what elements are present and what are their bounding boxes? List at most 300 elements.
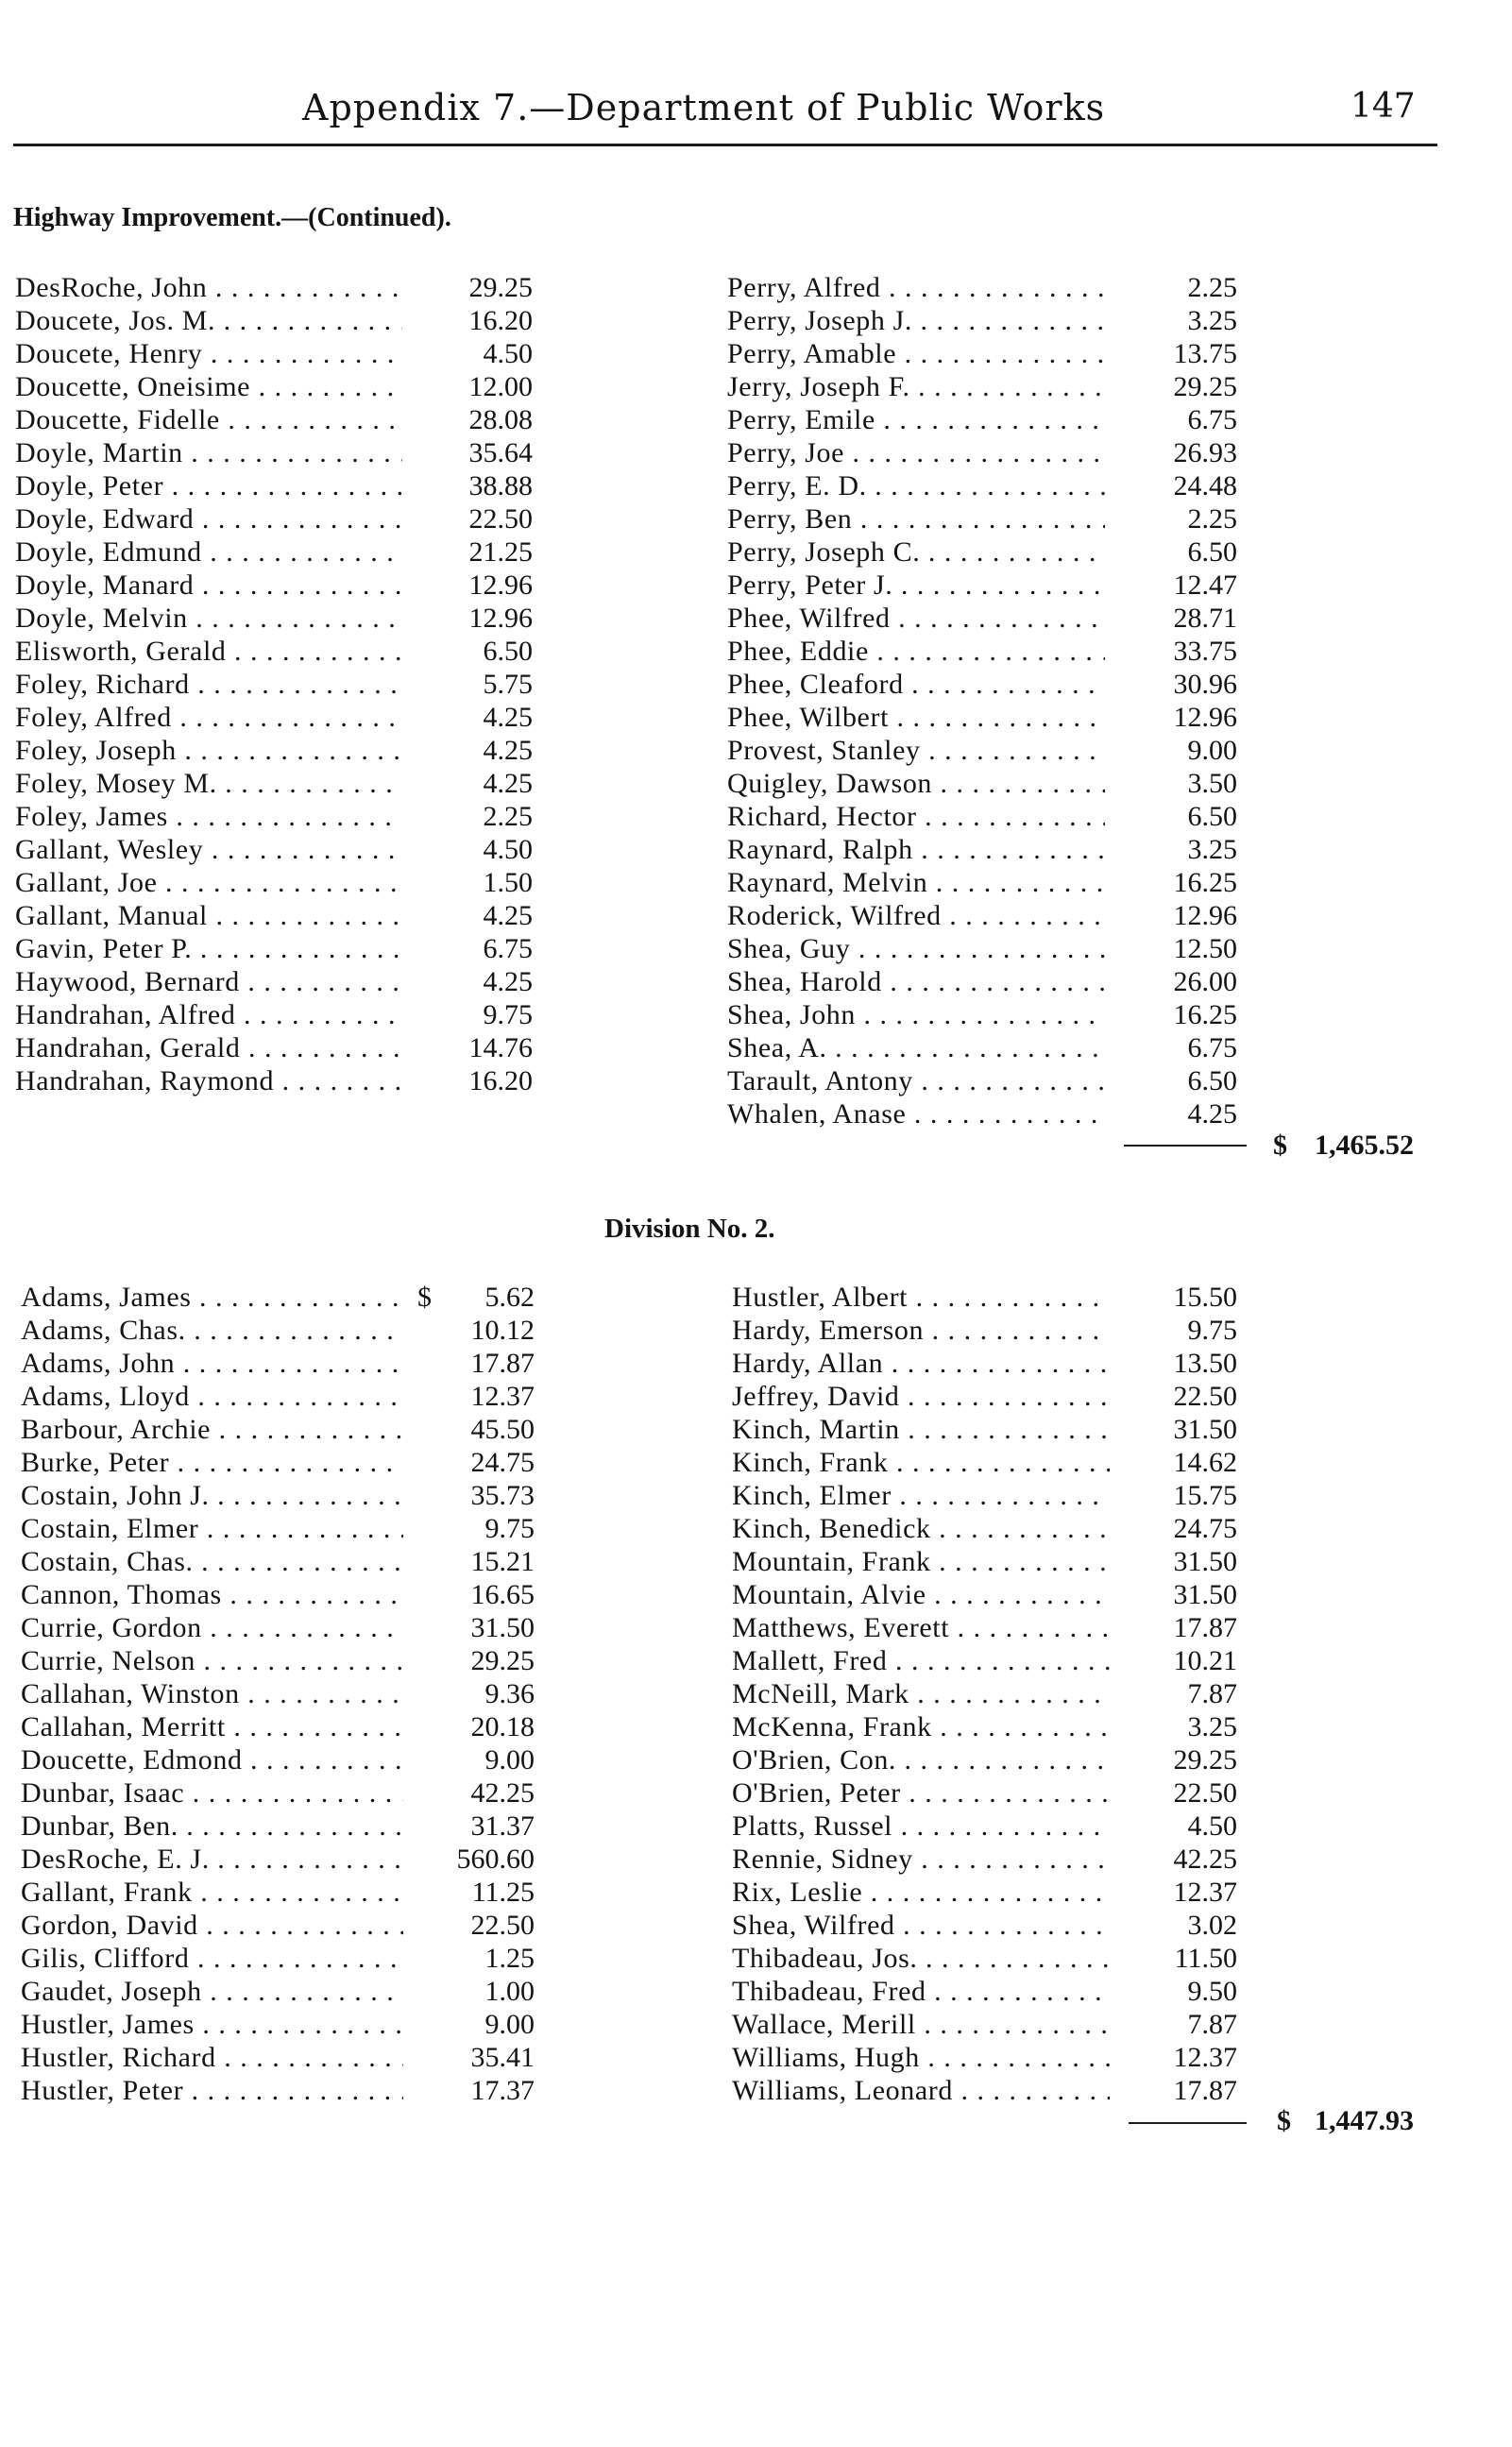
payment-amount: 33.75 (1173, 636, 1237, 667)
payment-amount: 4.50 (483, 834, 533, 865)
payment-amount: 2.25 (1187, 503, 1237, 535)
payee-name: Gallant, Joe . . . (15, 866, 402, 899)
payment-amount: 24.75 (470, 1447, 535, 1478)
payee-name: McKenna, Frank . . . (732, 1710, 1110, 1743)
payment-amount: 29.25 (1173, 371, 1237, 402)
payment-amount: 45.50 (470, 1414, 535, 1445)
payment-amount: 1.25 (484, 1943, 535, 1974)
division1-right-column (727, 271, 1256, 1130)
payment-amount: 6.75 (1187, 1032, 1237, 1063)
payee-name: Costain, Elmer . . . (21, 1512, 403, 1545)
list-item (727, 569, 1256, 602)
payee-name: Doyle, Manard . . . (15, 569, 402, 602)
payment-amount: 2.25 (1187, 272, 1237, 303)
payee-name: Phee, Wilfred . . . (727, 602, 1105, 635)
payee-name: Perry, Emile . . . (727, 403, 1105, 436)
payment-amount: 14.76 (468, 1032, 533, 1063)
payee-name: Gaudet, Joseph . . . (21, 1975, 403, 2008)
payment-amount: 15.50 (1173, 1282, 1237, 1313)
list-item (15, 403, 544, 436)
list-item (727, 932, 1256, 965)
payee-name: Adams, John . . . (21, 1347, 403, 1380)
list-item (732, 1975, 1261, 2008)
payee-name: Costain, Chas. . . . (21, 1545, 403, 1578)
payee-name: Shea, John . . . (727, 998, 1105, 1031)
payment-amount: 12.96 (1173, 900, 1237, 931)
payee-name: Hustler, Peter . . . (21, 2074, 403, 2107)
list-item (15, 370, 544, 403)
payee-name: Callahan, Merritt . . . (21, 1710, 403, 1743)
payment-amount: 15.21 (470, 1546, 535, 1577)
list-item (732, 1446, 1261, 1479)
payment-amount: 6.75 (1187, 404, 1237, 435)
list-item (21, 1776, 550, 1810)
division1-total-dollar: $ (1273, 1130, 1287, 1161)
payee-name: Foley, James . . . (15, 800, 402, 833)
payee-name: Gallant, Wesley . . . (15, 833, 402, 866)
list-item (732, 1512, 1261, 1545)
list-item (21, 1975, 550, 2008)
payment-amount: 16.65 (470, 1579, 535, 1610)
payee-name: Shea, A. . . . (727, 1031, 1105, 1064)
payment-amount: 42.25 (470, 1777, 535, 1809)
payee-name: Perry, Joseph J. . . . (727, 304, 1105, 337)
list-item (732, 1810, 1261, 1843)
payment-amount: 2.25 (483, 801, 533, 832)
payee-name: Thibadeau, Fred . . . (732, 1975, 1110, 2008)
list-item (15, 271, 544, 304)
payee-name: Phee, Cleaford . . . (727, 668, 1105, 701)
list-item (732, 1347, 1261, 1380)
payee-name: Doyle, Melvin . . . (15, 602, 402, 635)
list-item (15, 800, 544, 833)
payee-name: Hustler, Richard . . . (21, 2041, 403, 2074)
payment-amount: 12.00 (468, 371, 533, 402)
page-header-title: Appendix 7.—Department of Public Works (302, 87, 1106, 128)
payment-amount: 24.75 (1173, 1513, 1237, 1544)
payment-amount: 15.75 (1173, 1480, 1237, 1511)
list-item (15, 833, 544, 866)
list-item (21, 1644, 550, 1677)
payment-amount: 12.37 (1173, 1877, 1237, 1908)
list-item (727, 469, 1256, 502)
payment-amount: 9.00 (484, 2009, 535, 2040)
list-item (21, 1677, 550, 1710)
payment-amount: 6.75 (483, 933, 533, 964)
payment-amount: 13.75 (1173, 338, 1237, 369)
payee-name: Tarault, Antony . . . (727, 1064, 1105, 1097)
division2-right-column (732, 1281, 1261, 2107)
payment-amount: 1.50 (483, 867, 533, 898)
payment-amount: 560.60 (456, 1844, 535, 1875)
payee-name: Hardy, Emerson . . . (732, 1314, 1110, 1347)
payment-amount: 9.36 (484, 1678, 535, 1709)
list-item (727, 998, 1256, 1031)
list-item (15, 304, 544, 337)
list-item (21, 2008, 550, 2041)
payment-amount: 3.50 (1187, 768, 1237, 799)
payment-amount: 12.96 (468, 603, 533, 634)
payee-name: Foley, Richard . . . (15, 668, 402, 701)
payee-name: Rennie, Sidney . . . (732, 1843, 1110, 1876)
payee-name: Handrahan, Gerald . . . (15, 1031, 402, 1064)
payee-name: Dunbar, Ben. . . . (21, 1810, 403, 1843)
list-item (732, 1611, 1261, 1644)
payment-amount: 17.87 (1173, 1612, 1237, 1643)
payment-amount: 22.50 (470, 1910, 535, 1941)
payee-name: Jerry, Joseph F. . . . (727, 370, 1105, 403)
payment-amount: 3.25 (1187, 1711, 1237, 1742)
division2-total: 1,447.93 (1315, 2105, 1414, 2136)
list-item (21, 1347, 550, 1380)
payee-name: Roderick, Wilfred . . . (727, 899, 1105, 932)
payment-amount: 12.96 (1173, 702, 1237, 733)
payment-amount: 35.64 (468, 437, 533, 468)
payment-amount: 6.50 (1187, 1065, 1237, 1096)
payment-amount: 4.25 (1187, 1098, 1237, 1130)
payee-name: Jeffrey, David . . . (732, 1380, 1110, 1413)
list-item (727, 602, 1256, 635)
payment-amount: 11.25 (471, 1877, 535, 1908)
list-item (732, 1380, 1261, 1413)
payment-amount: 21.25 (468, 536, 533, 568)
payee-name: Perry, Amable . . . (727, 337, 1105, 370)
payment-amount: 31.50 (1173, 1546, 1237, 1577)
payment-amount: 6.50 (1187, 536, 1237, 568)
list-item (727, 965, 1256, 998)
payee-name: Adams, Chas. . . . (21, 1314, 403, 1347)
division2-left-column (21, 1281, 550, 2107)
payment-amount: 31.50 (470, 1612, 535, 1643)
payee-name: Doyle, Martin . . . (15, 436, 402, 469)
payee-name: Richard, Hector . . . (727, 800, 1105, 833)
payee-name: Doyle, Edward . . . (15, 502, 402, 535)
payment-amount: 42.25 (1173, 1844, 1237, 1875)
payment-amount: 30.96 (1173, 669, 1237, 700)
payment-amount: 22.50 (1173, 1381, 1237, 1412)
payment-amount: 12.37 (1173, 2042, 1237, 2073)
list-item (727, 436, 1256, 469)
payment-amount: 12.47 (1173, 569, 1237, 601)
list-item (15, 502, 544, 535)
list-item (21, 1942, 550, 1975)
payee-name: Hustler, James . . . (21, 2008, 403, 2041)
payee-name: Handrahan, Raymond . . . (15, 1064, 402, 1097)
list-item (732, 1479, 1261, 1512)
payee-name: Doyle, Edmund . . . (15, 535, 402, 569)
list-item (15, 635, 544, 668)
payee-name: Callahan, Winston . . . (21, 1677, 403, 1710)
payment-amount: 12.37 (470, 1381, 535, 1412)
division2-heading: Division No. 2. (604, 1214, 775, 1244)
payment-amount: 31.37 (470, 1810, 535, 1842)
payee-name: Perry, Alfred . . . (727, 271, 1105, 304)
list-item (732, 2074, 1261, 2107)
payee-name: Williams, Hugh . . . (732, 2041, 1110, 2074)
list-item (15, 1064, 544, 1097)
list-item (732, 1710, 1261, 1743)
payee-name: DesRoche, E. J. . . . (21, 1843, 403, 1876)
payee-name: Williams, Leonard . . . (732, 2074, 1110, 2107)
payment-amount: 4.50 (483, 338, 533, 369)
payee-name: Foley, Alfred . . . (15, 701, 402, 734)
list-item (21, 1743, 550, 1776)
payee-name: Doucete, Jos. M. . . . (15, 304, 402, 337)
list-item (727, 635, 1256, 668)
payee-name: Thibadeau, Jos. . . . (732, 1942, 1110, 1975)
payee-name: Hardy, Allan . . . (732, 1347, 1110, 1380)
payee-name: Gavin, Peter P. . . . (15, 932, 402, 965)
payment-amount: 31.50 (1173, 1579, 1237, 1610)
list-item (15, 899, 544, 932)
payee-name: Gordon, David . . . (21, 1909, 403, 1942)
list-item (21, 1479, 550, 1512)
payee-name: Foley, Mosey M. . . . (15, 767, 402, 800)
payee-name: Dunbar, Isaac . . . (21, 1776, 403, 1810)
list-item (727, 1031, 1256, 1064)
payee-name: McNeill, Mark . . . (732, 1677, 1110, 1710)
payment-amount: 9.75 (1187, 1315, 1237, 1346)
list-item (727, 271, 1256, 304)
list-item (15, 932, 544, 965)
list-item (727, 899, 1256, 932)
payee-name: Haywood, Bernard . . . (15, 965, 402, 998)
payee-name: Burke, Peter . . . (21, 1446, 403, 1479)
payee-name: Wallace, Merill . . . (732, 2008, 1110, 2041)
payee-name: Matthews, Everett . . . (732, 1611, 1110, 1644)
payee-name: Handrahan, Alfred . . . (15, 998, 402, 1031)
payment-amount: 12.96 (468, 569, 533, 601)
list-item (15, 767, 544, 800)
list-item (732, 1843, 1261, 1876)
list-item (727, 1064, 1256, 1097)
payment-amount: 4.25 (483, 900, 533, 931)
payee-name: Kinch, Martin . . . (732, 1413, 1110, 1446)
payee-name: Raynard, Ralph . . . (727, 833, 1105, 866)
payment-amount: 7.87 (1187, 2009, 1237, 2040)
list-item (21, 1710, 550, 1743)
payment-amount: 38.88 (468, 470, 533, 501)
payment-amount: 22.50 (1173, 1777, 1237, 1809)
list-item (732, 1413, 1261, 1446)
payee-name: Perry, Joseph C. . . . (727, 535, 1105, 569)
payment-amount: 35.73 (470, 1480, 535, 1511)
list-item (15, 602, 544, 635)
payee-name: Doyle, Peter . . . (15, 469, 402, 502)
list-item (732, 1909, 1261, 1942)
list-item (727, 734, 1256, 767)
payment-amount: 4.25 (483, 768, 533, 799)
list-item (21, 1314, 550, 1347)
division2-total-dollar: $ (1277, 2105, 1291, 2136)
payment-amount: 26.00 (1173, 966, 1237, 997)
payee-name: Doucette, Oneisime . . . (15, 370, 402, 403)
list-item (21, 1446, 550, 1479)
payment-amount: 10.21 (1173, 1645, 1237, 1676)
list-item (727, 535, 1256, 569)
payment-amount: 17.87 (1173, 2075, 1237, 2106)
payee-name: Doucette, Fidelle . . . (15, 403, 402, 436)
payment-amount: 29.25 (1173, 1744, 1237, 1776)
payee-name: Adams, Lloyd . . . (21, 1380, 403, 1413)
list-item (727, 1097, 1256, 1130)
payee-name: Elisworth, Gerald . . . (15, 635, 402, 668)
list-item (21, 1380, 550, 1413)
payment-amount: 10.12 (470, 1315, 535, 1346)
division2-total-rule (1129, 2122, 1247, 2124)
payment-amount: 16.25 (1173, 867, 1237, 898)
payment-amount: 20.18 (470, 1711, 535, 1742)
payment-amount: 4.25 (483, 735, 533, 766)
payment-amount: 7.87 (1187, 1678, 1237, 1709)
list-item (15, 701, 544, 734)
payee-name: Perry, Joe . . . (727, 436, 1105, 469)
payee-name: Whalen, Anase . . . (727, 1097, 1105, 1130)
list-item (732, 1281, 1261, 1314)
payment-amount: 3.25 (1187, 834, 1237, 865)
list-item (732, 2041, 1261, 2074)
payee-name: Kinch, Benedick . . . (732, 1512, 1110, 1545)
payee-name: Perry, Peter J. . . . (727, 569, 1105, 602)
payee-name: Kinch, Elmer . . . (732, 1479, 1110, 1512)
payee-name: O'Brien, Peter . . . (732, 1776, 1110, 1810)
list-item (732, 1314, 1261, 1347)
list-item (727, 668, 1256, 701)
payment-amount: 16.20 (468, 305, 533, 336)
header-rule (13, 144, 1437, 146)
payee-name: Doucette, Edmond . . . (21, 1743, 403, 1776)
payee-name: Mountain, Frank . . . (732, 1545, 1110, 1578)
payment-amount: 4.50 (1187, 1810, 1237, 1842)
list-item (727, 403, 1256, 436)
payee-name: Provest, Stanley . . . (727, 734, 1105, 767)
list-item (21, 1545, 550, 1578)
payee-name: Foley, Joseph . . . (15, 734, 402, 767)
dollar-sign: $ (417, 1282, 432, 1313)
payee-name: Gallant, Frank . . . (21, 1876, 403, 1909)
list-item (21, 2074, 550, 2107)
payment-amount: 11.50 (1174, 1943, 1237, 1974)
payment-amount: 12.50 (1173, 933, 1237, 964)
payee-name: Perry, E. D. . . . (727, 469, 1105, 502)
payee-name: Gallant, Manual . . . (15, 899, 402, 932)
list-item (21, 1876, 550, 1909)
payment-amount: 1.00 (484, 1976, 535, 2007)
payee-name: DesRoche, John . . . (15, 271, 402, 304)
payment-amount: 31.50 (1173, 1414, 1237, 1445)
payee-name: Adams, James . . . (21, 1281, 403, 1314)
list-item (15, 436, 544, 469)
list-item (727, 800, 1256, 833)
payee-name: Shea, Guy . . . (727, 932, 1105, 965)
list-item (15, 668, 544, 701)
payment-amount: 22.50 (468, 503, 533, 535)
payee-name: Rix, Leslie . . . (732, 1876, 1110, 1909)
list-item (21, 1810, 550, 1843)
list-item (15, 535, 544, 569)
payee-name: Shea, Wilfred . . . (732, 1909, 1110, 1942)
list-item (732, 1743, 1261, 1776)
list-item (15, 1031, 544, 1064)
payment-amount: 17.87 (470, 1348, 535, 1379)
list-item (732, 1776, 1261, 1810)
payment-amount: 14.62 (1173, 1447, 1237, 1478)
list-item (15, 569, 544, 602)
list-item (727, 701, 1256, 734)
list-item (15, 469, 544, 502)
list-item (727, 370, 1256, 403)
payment-amount: 5.62 (484, 1282, 535, 1313)
list-item (21, 1413, 550, 1446)
list-item (21, 2041, 550, 2074)
payee-name: Shea, Harold . . . (727, 965, 1105, 998)
page-number: 147 (1351, 87, 1416, 126)
list-item (15, 965, 544, 998)
list-item (732, 1578, 1261, 1611)
payment-amount: 6.50 (483, 636, 533, 667)
payee-name: Doucete, Henry . . . (15, 337, 402, 370)
payment-amount: 13.50 (1173, 1348, 1237, 1379)
payment-amount: 3.02 (1187, 1910, 1237, 1941)
payment-amount: 6.50 (1187, 801, 1237, 832)
division1-left-column (15, 271, 544, 1097)
list-item (21, 1512, 550, 1545)
payee-name: Mountain, Alvie . . . (732, 1578, 1110, 1611)
payment-amount: 4.25 (483, 702, 533, 733)
payee-name: O'Brien, Con. . . . (732, 1743, 1110, 1776)
payee-name: Platts, Russel . . . (732, 1810, 1110, 1843)
list-item (15, 734, 544, 767)
payee-name: Phee, Wilbert . . . (727, 701, 1105, 734)
division1-total-rule (1124, 1145, 1247, 1147)
list-item (21, 1909, 550, 1942)
payment-amount: 24.48 (1173, 470, 1237, 501)
list-item (727, 337, 1256, 370)
list-item (727, 304, 1256, 337)
payment-amount: 9.00 (484, 1744, 535, 1776)
payee-name: Currie, Gordon . . . (21, 1611, 403, 1644)
list-item (732, 1644, 1261, 1677)
payee-name: Kinch, Frank . . . (732, 1446, 1110, 1479)
list-item (732, 1876, 1261, 1909)
payment-amount: 28.71 (1173, 603, 1237, 634)
payment-amount: 9.00 (1187, 735, 1237, 766)
payee-name: Cannon, Thomas . . . (21, 1578, 403, 1611)
payee-name: Hustler, Albert . . . (732, 1281, 1110, 1314)
section-heading: Highway Improvement.—(Continued). (13, 203, 451, 232)
list-item (732, 1545, 1261, 1578)
payment-amount: 35.41 (470, 2042, 535, 2073)
payment-amount: 17.37 (470, 2075, 535, 2106)
payee-name: Perry, Ben . . . (727, 502, 1105, 535)
payee-name: Phee, Eddie . . . (727, 635, 1105, 668)
division1-total: 1,465.52 (1315, 1130, 1414, 1161)
payment-amount: 9.75 (483, 999, 533, 1030)
payee-name: Barbour, Archie . . . (21, 1413, 403, 1446)
list-item (727, 767, 1256, 800)
list-item (21, 1843, 550, 1876)
payee-name: Currie, Nelson . . . (21, 1644, 403, 1677)
payment-amount: 26.93 (1173, 437, 1237, 468)
payee-name: Gilis, Clifford . . . (21, 1942, 403, 1975)
payment-amount: 16.25 (1173, 999, 1237, 1030)
payment-amount: 28.08 (468, 404, 533, 435)
list-item (15, 998, 544, 1031)
list-item (15, 337, 544, 370)
list-item (727, 866, 1256, 899)
list-item (727, 502, 1256, 535)
payment-amount: 29.25 (468, 272, 533, 303)
